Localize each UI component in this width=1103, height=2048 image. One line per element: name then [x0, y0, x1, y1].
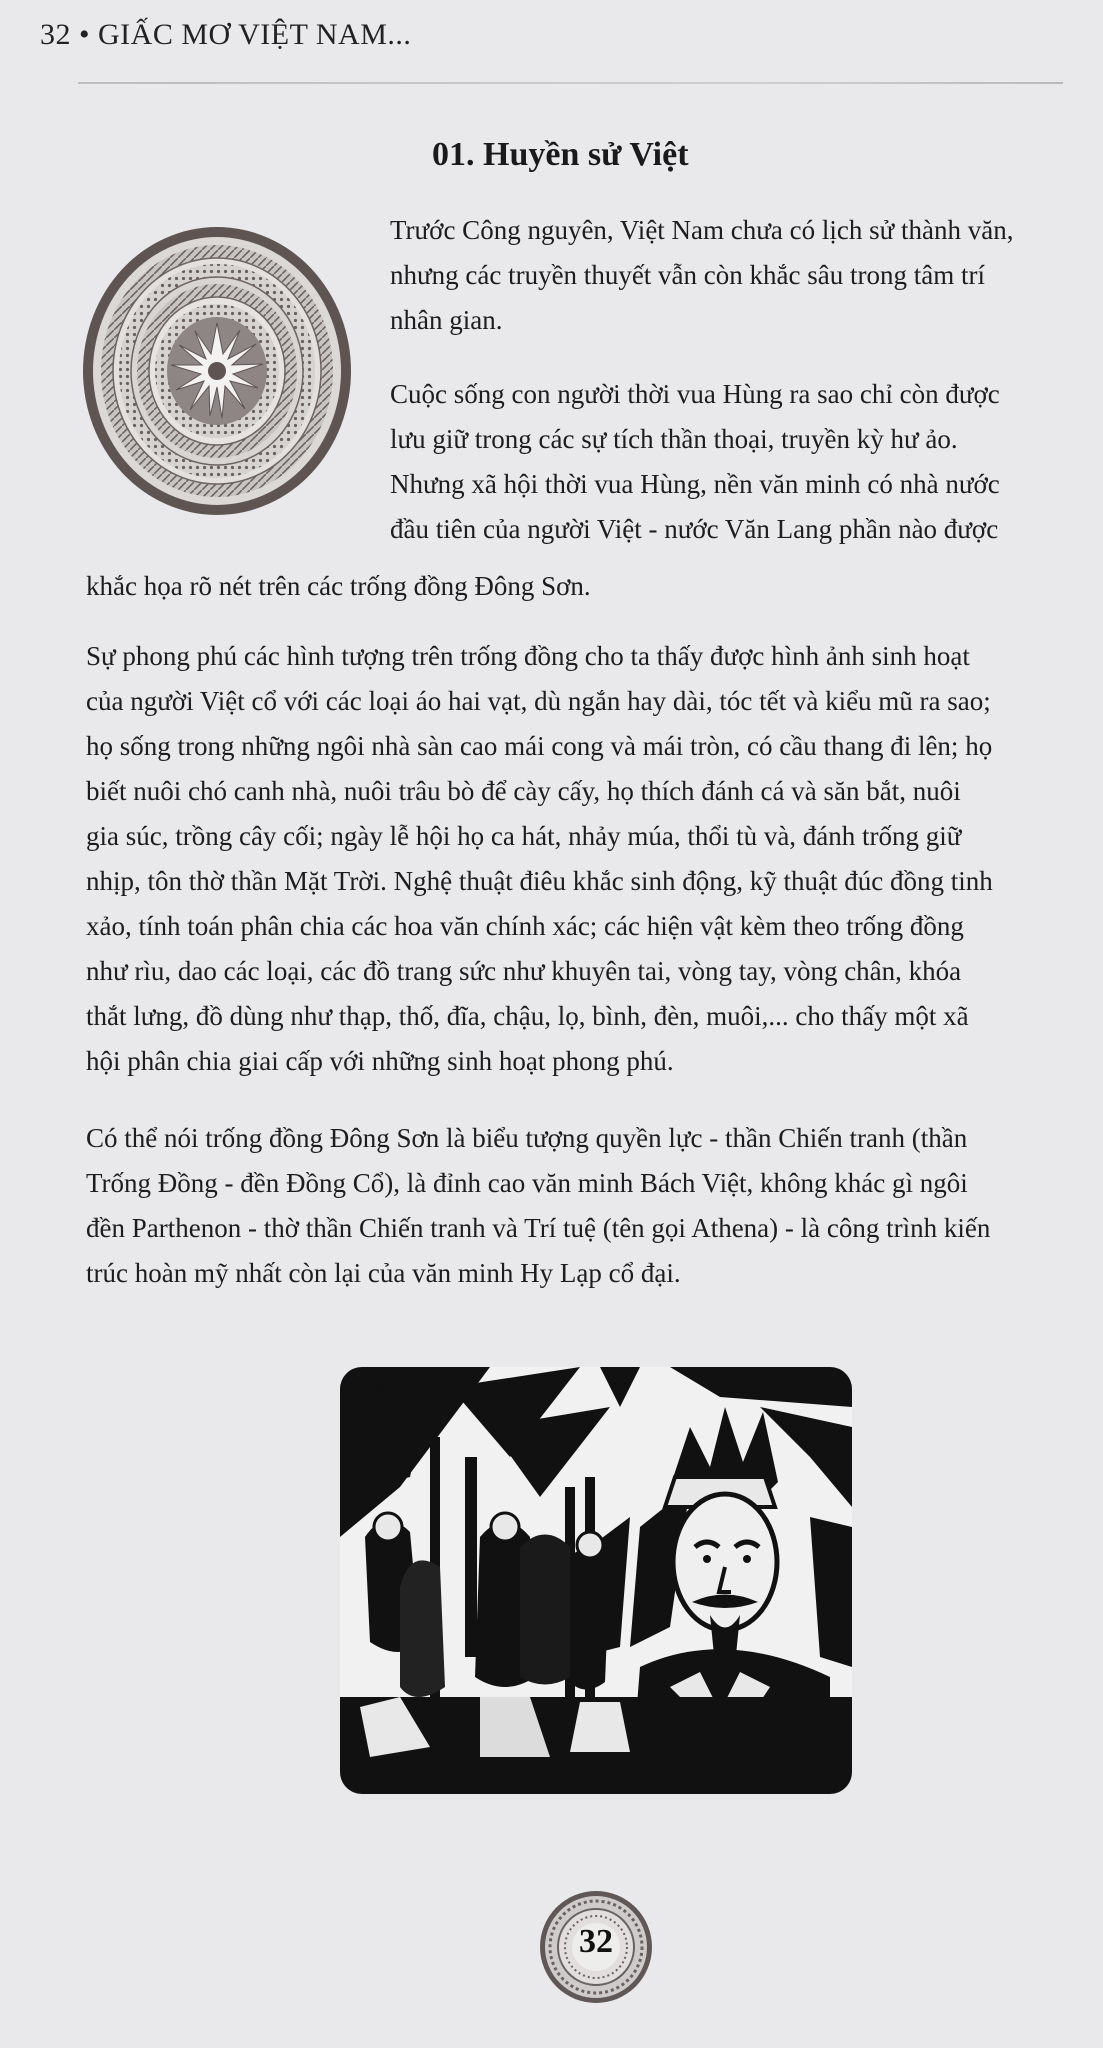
hung-kings-paragraph	[390, 372, 1070, 552]
text-line: Trống Đồng - đền Đồng Cổ), là đỉnh cao văn minh Bách Việt, không khác gì ngôi	[86, 1168, 968, 1198]
text-line: xảo, tính toán phân chia các hoa văn chính xác; các hiện vật kèm theo trống đồng	[86, 911, 964, 941]
woodcut-warriors-and-king-image	[340, 1367, 852, 1794]
text-line: Sự phong phú các hình tượng trên trống đồng cho ta thấy được hình ảnh sinh hoạt	[86, 641, 970, 671]
text-line: thắt lưng, đồ dùng như thạp, thố, đĩa, chậu, lọ, bình, đèn, muôi,... cho thấy một xã	[86, 1001, 969, 1031]
header-rule	[78, 82, 1063, 84]
hung-kings-paragraph-continuation	[86, 564, 1076, 609]
woodcut-illustration	[340, 1367, 852, 1794]
text-line: như rìu, dao các loại, các đồ trang sức như khuyên tai, vòng tay, vòng chân, khóa	[86, 956, 962, 986]
text-line: của người Việt cổ với các loại áo hai vạt, dù ngắn hay dài, tóc tết và kiểu mũ ra sao;	[86, 686, 991, 716]
text-line: Nhưng xã hội thời vua Hùng, nền văn minh có nhà nước	[390, 469, 1000, 499]
text-line: nhân gian.	[390, 305, 503, 335]
text-line: nhịp, tôn thờ thần Mặt Trời. Nghệ thuật điêu khắc sinh động, kỹ thuật đúc đồng tinh	[86, 866, 993, 896]
text-line: khắc họa rõ nét trên các trống đồng Đông Sơn.	[86, 571, 591, 601]
power-symbol-paragraph	[86, 1116, 1076, 1296]
artist-signature: m.Tiến	[350, 1378, 388, 1393]
text-line: Có thể nói trống đồng Đông Sơn là biểu tượng quyền lực - thần Chiến tranh (thần	[86, 1123, 968, 1153]
intro-paragraph	[390, 208, 1070, 343]
text-line: hội phân chia giai cấp với những sinh hoạt phong phú.	[86, 1046, 674, 1076]
text-line: Trước Công nguyên, Việt Nam chưa có lịch sử thành văn,	[390, 215, 1014, 245]
bronze-drum-pattern-image	[82, 226, 352, 516]
section-title: 01. Huyền sử Việt	[432, 136, 689, 173]
text-line: lưu giữ trong các sự tích thần thoại, truyền kỳ hư ảo.	[390, 424, 958, 454]
page-number: 32	[579, 1923, 613, 1960]
running-head: 32 • GIẤC MƠ VIỆT NAM...	[40, 18, 412, 51]
text-line: họ sống trong những ngôi nhà sàn cao mái cong và mái tròn, có cầu thang đi lên; họ	[86, 731, 993, 761]
text-line: đền Parthenon - thờ thần Chiến tranh và Trí tuệ (tên gọi Athena) - là công trình kiến	[86, 1213, 991, 1243]
drum-imagery-paragraph	[86, 634, 1076, 1084]
page-number-medallion	[538, 1889, 654, 2005]
text-line: nhưng các truyền thuyết vẫn còn khắc sâu trong tâm trí	[390, 260, 985, 290]
text-line: biết nuôi chó canh nhà, nuôi trâu bò để cày cấy, họ thích đánh cá và săn bắt, nuôi	[86, 776, 961, 806]
text-line: Cuộc sống con người thời vua Hùng ra sao chỉ còn được	[390, 379, 1000, 409]
text-line: gia súc, trồng cây cối; ngày lễ hội họ ca hát, nhảy múa, thổi tù và, đánh trống giữ	[86, 821, 962, 851]
text-line: đầu tiên của người Việt - nước Văn Lang phần nào được	[390, 514, 999, 544]
text-line: trúc hoàn mỹ nhất còn lại của văn minh Hy Lạp cổ đại.	[86, 1258, 681, 1288]
